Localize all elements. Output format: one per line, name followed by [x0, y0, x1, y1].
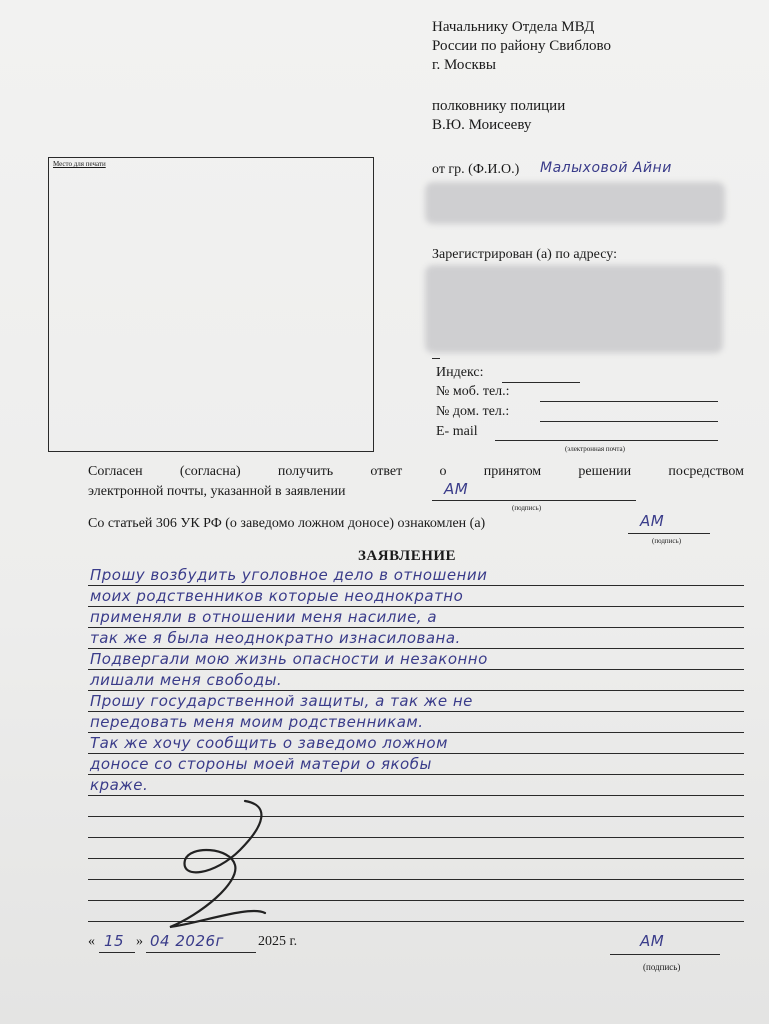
- footer-signature-line: [610, 954, 720, 955]
- date-day: 15: [104, 932, 125, 950]
- statement-line-2: моих родственников которые неоднократно: [90, 587, 464, 605]
- z-strikethrough-mark: [160, 795, 310, 935]
- ruled-line: [88, 669, 744, 670]
- statement-line-8: передовать меня моим родственникам.: [90, 713, 424, 731]
- date-quote-close: »: [136, 934, 143, 949]
- addressee-line-1: Начальнику Отдела МВД: [432, 19, 595, 35]
- ruled-line: [88, 753, 744, 754]
- address-label: Зарегистрирован (а) по адресу:: [432, 247, 617, 262]
- consent-signature-line: [432, 500, 636, 501]
- addressee-line-2: России по району Свиблово: [432, 38, 612, 54]
- footer-signature: АМ: [640, 932, 665, 950]
- statement-line-3: применяли в отношении меня насилие, а: [90, 608, 438, 626]
- date-year: 2025 г.: [258, 934, 298, 949]
- addressee-line-4: полковнику полиции: [432, 98, 566, 114]
- redacted-name-area: [425, 182, 725, 224]
- home-phone-line: [540, 421, 718, 422]
- consent-text-line-2: электронной почты, указанной в заявлении: [88, 484, 346, 499]
- ruled-line: [88, 606, 744, 607]
- ruled-line: [88, 774, 744, 775]
- ruled-line: [88, 585, 744, 586]
- address-underline: [432, 358, 440, 359]
- consent-signature-note: (подпись): [512, 504, 542, 512]
- article-signature-note: (подпись): [652, 537, 682, 545]
- email-note: (электронная почта): [565, 445, 625, 453]
- statement-line-1: Прошу возбудить уголовное дело в отношении: [90, 566, 488, 584]
- email-line: [495, 440, 718, 441]
- ruled-line: [88, 627, 744, 628]
- ruled-line: [88, 648, 744, 649]
- addressee-line-5: В.Ю. Моисееву: [432, 117, 532, 133]
- index-label: Индекс:: [436, 365, 484, 380]
- ruled-line: [88, 711, 744, 712]
- from-value-handwritten: Малыховой Айни: [540, 160, 672, 176]
- article-signature: АМ: [640, 512, 665, 530]
- statement-line-6: лишали меня свободы.: [90, 671, 283, 689]
- email-label: E- mail: [436, 424, 478, 439]
- addressee-block: [432, 18, 611, 135]
- statement-line-9: Так же хочу сообщить о заведомо ложном: [90, 734, 448, 752]
- consent-signature: АМ: [444, 480, 469, 498]
- article-signature-line: [628, 533, 710, 534]
- redacted-address-area: [425, 265, 723, 353]
- statement-line-5: Подвергали мою жизнь опасности и незаконно: [90, 650, 488, 668]
- ruled-line: [88, 690, 744, 691]
- stamp-box: [48, 157, 374, 452]
- statement-line-10: доносе со стороны моей матери о якобы: [90, 755, 432, 773]
- addressee-line-3: г. Москвы: [432, 57, 496, 73]
- date-month: 04 2026г: [150, 932, 224, 950]
- statement-line-4: так же я была неоднократно изнасилована.: [90, 629, 461, 647]
- statement-title: ЗАЯВЛЕНИЕ: [358, 548, 457, 564]
- footer-signature-note: (подпись): [643, 962, 681, 972]
- ruled-line: [88, 732, 744, 733]
- date-day-line: [99, 952, 135, 953]
- mobile-label: № моб. тел.:: [436, 384, 510, 399]
- article-306-text: Со статьей 306 УК РФ (о заведомо ложном доносе) ознакомлен (а): [88, 516, 486, 531]
- home-phone-label: № дом. тел.:: [436, 404, 510, 419]
- date-month-line: [146, 952, 256, 953]
- index-line: [502, 382, 580, 383]
- date-quote-open: «: [88, 934, 95, 949]
- statement-line-7: Прошу государственной защиты, а так же не: [90, 692, 473, 710]
- stamp-box-label: Место для печати: [53, 160, 106, 168]
- mobile-line: [540, 401, 718, 402]
- from-label: от гр. (Ф.И.О.): [432, 162, 520, 177]
- consent-text-line-1: Согласен (согласна) получить ответ о принятом решении посредством: [88, 464, 744, 479]
- statement-line-11: краже.: [90, 776, 149, 794]
